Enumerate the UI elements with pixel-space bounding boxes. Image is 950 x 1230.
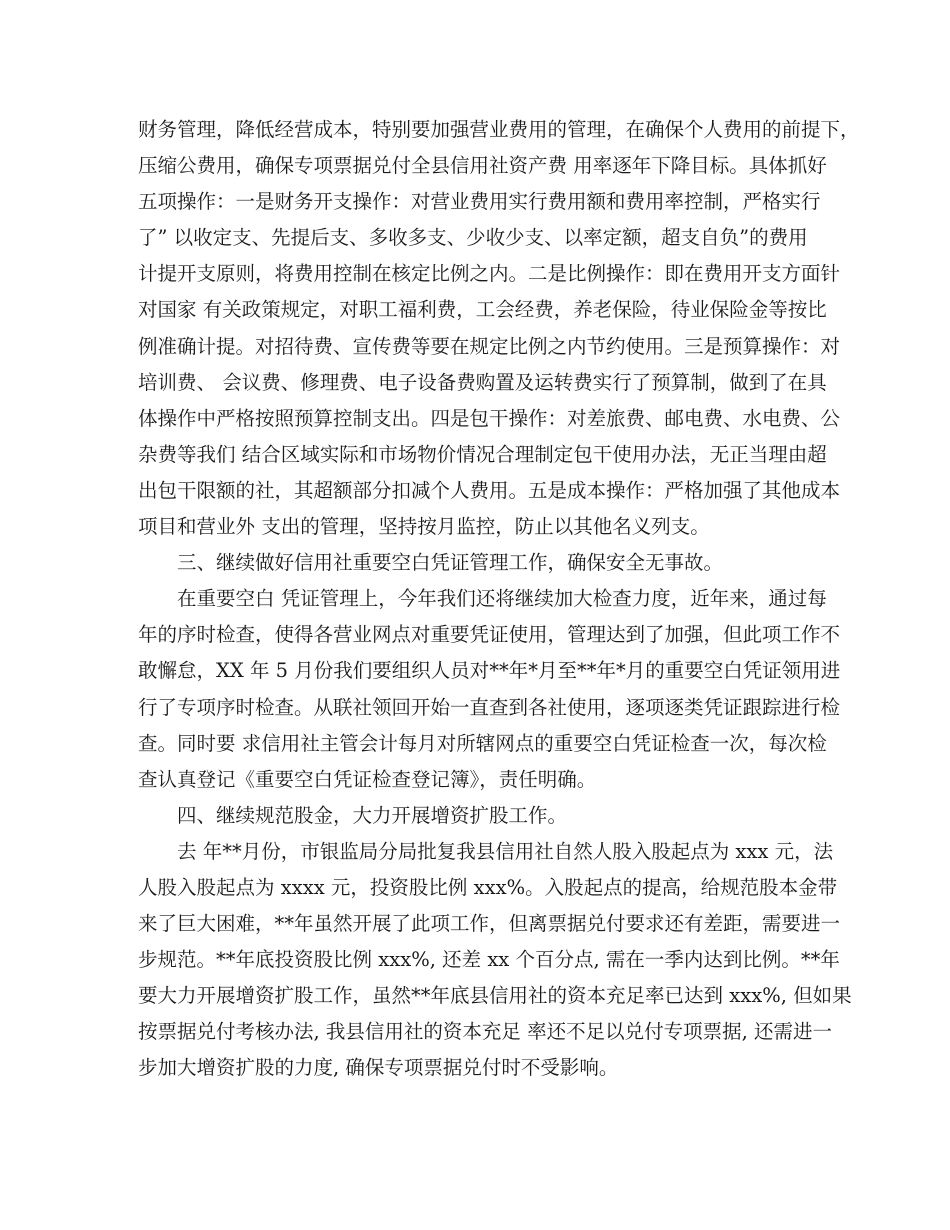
body-line: 步加大增资扩股的力度, 确保专项票据兑付时不受影响。 [138, 1056, 619, 1080]
body-line: 项目和营业外 支出的管理，坚持按月监控，防止以其他名义列支。 [138, 515, 710, 539]
body-line: 体操作中严格按照预算控制支出。四是包干操作：对差旅费、邮电费、水电费、公 [138, 406, 841, 430]
body-line: 了” 以收定支、先提后支、多收多支、少收少支、以率定额，超支自负”的费用 [138, 226, 808, 250]
body-line: 出包干限额的社，其超额部分扣减个人费用。五是成本操作：严格加强了其他成本 [138, 478, 841, 502]
body-line: 查认真登记《重要空白凭证检查登记簿》，责任明确。 [138, 767, 597, 791]
body-line: 查。同时要 求信用社主管会计每月对所辖网点的重要空白凭证检查一次，每次检 [138, 731, 827, 755]
paragraph-first-line: 去 年**月份，市银监局分局批复我县信用社自然人股入股起点为 xxx 元，法 [177, 839, 834, 863]
body-line: 财务管理，降低经营成本，特别要加强营业费用的管理，在确保个人费用的前提下， [138, 118, 860, 141]
body-line: 培训费、 会议费、修理费、电子设备费购置及运转费实行了预算制，做到了在具 [138, 370, 827, 394]
body-line: 五项操作：一是财务开支操作：对营业费用实行费用额和费用率控制，严格实行 [138, 190, 821, 214]
body-line: 来了巨大困难，**年虽然开展了此项工作，但离票据兑付要求还有差距，需要进一 [138, 912, 841, 936]
body-line: 压缩公费用，确保专项票据兑付全县信用社资产费 用率逐年下降目标。具体抓好 [138, 154, 827, 178]
body-line: 计提开支原则，将费用控制在核定比例之内。二是比例操作：即在费用开支方面针 [138, 262, 841, 286]
body-line: 敢懈怠，XX 年 5 月份我们要组织人员对**年*月至**年*月的重要空白凭证领用进 [138, 659, 841, 683]
paragraph-first-line: 在重要空白 凭证管理上，今年我们还将继续加大检查力度，近年来，通过每 [177, 587, 827, 611]
body-line: 步规范。**年底投资股比例 xxx%, 还差 xx 个百分点, 需在一季内达到比例。**年 [138, 948, 840, 972]
section-heading: 三、继续做好信用社重要空白凭证管理工作，确保安全无事故。 [177, 551, 724, 575]
section-heading: 四、继续规范股金，大力开展增资扩股工作。 [177, 803, 568, 827]
body-line: 例准确计提。对招待费、宣传费等要在规定比例之内节约使用。三是预算操作：对 [138, 334, 841, 358]
body-line: 要大力开展增资扩股工作，虽然**年底县信用社的资本充足率已达到 xxx%, 但如果 [138, 984, 852, 1008]
body-line: 杂费等我们 结合区域实际和市场物价情况合理制定包干使用办法，无正当理由超 [138, 442, 827, 466]
body-line: 人股入股起点为 xxxx 元，投资股比例 xxx%。入股起点的提高，给规范股本金带 [138, 875, 838, 899]
document-body [138, 112, 860, 1087]
body-line: 按票据兑付考核办法, 我县信用社的资本充足 率还不足以兑付专项票据, 还需进一 [138, 1020, 832, 1044]
body-line: 行了专项序时检查。从联社领回开始一直查到各社使用，逐项逐类凭证跟踪进行检 [138, 695, 841, 719]
body-line: 年的序时检查，使得各营业网点对重要凭证使用，管理达到了加强，但此项工作不 [138, 623, 841, 647]
body-line: 对国家 有关政策规定，对职工福利费，工会经费，养老保险，待业保险金等按比 [138, 298, 827, 322]
